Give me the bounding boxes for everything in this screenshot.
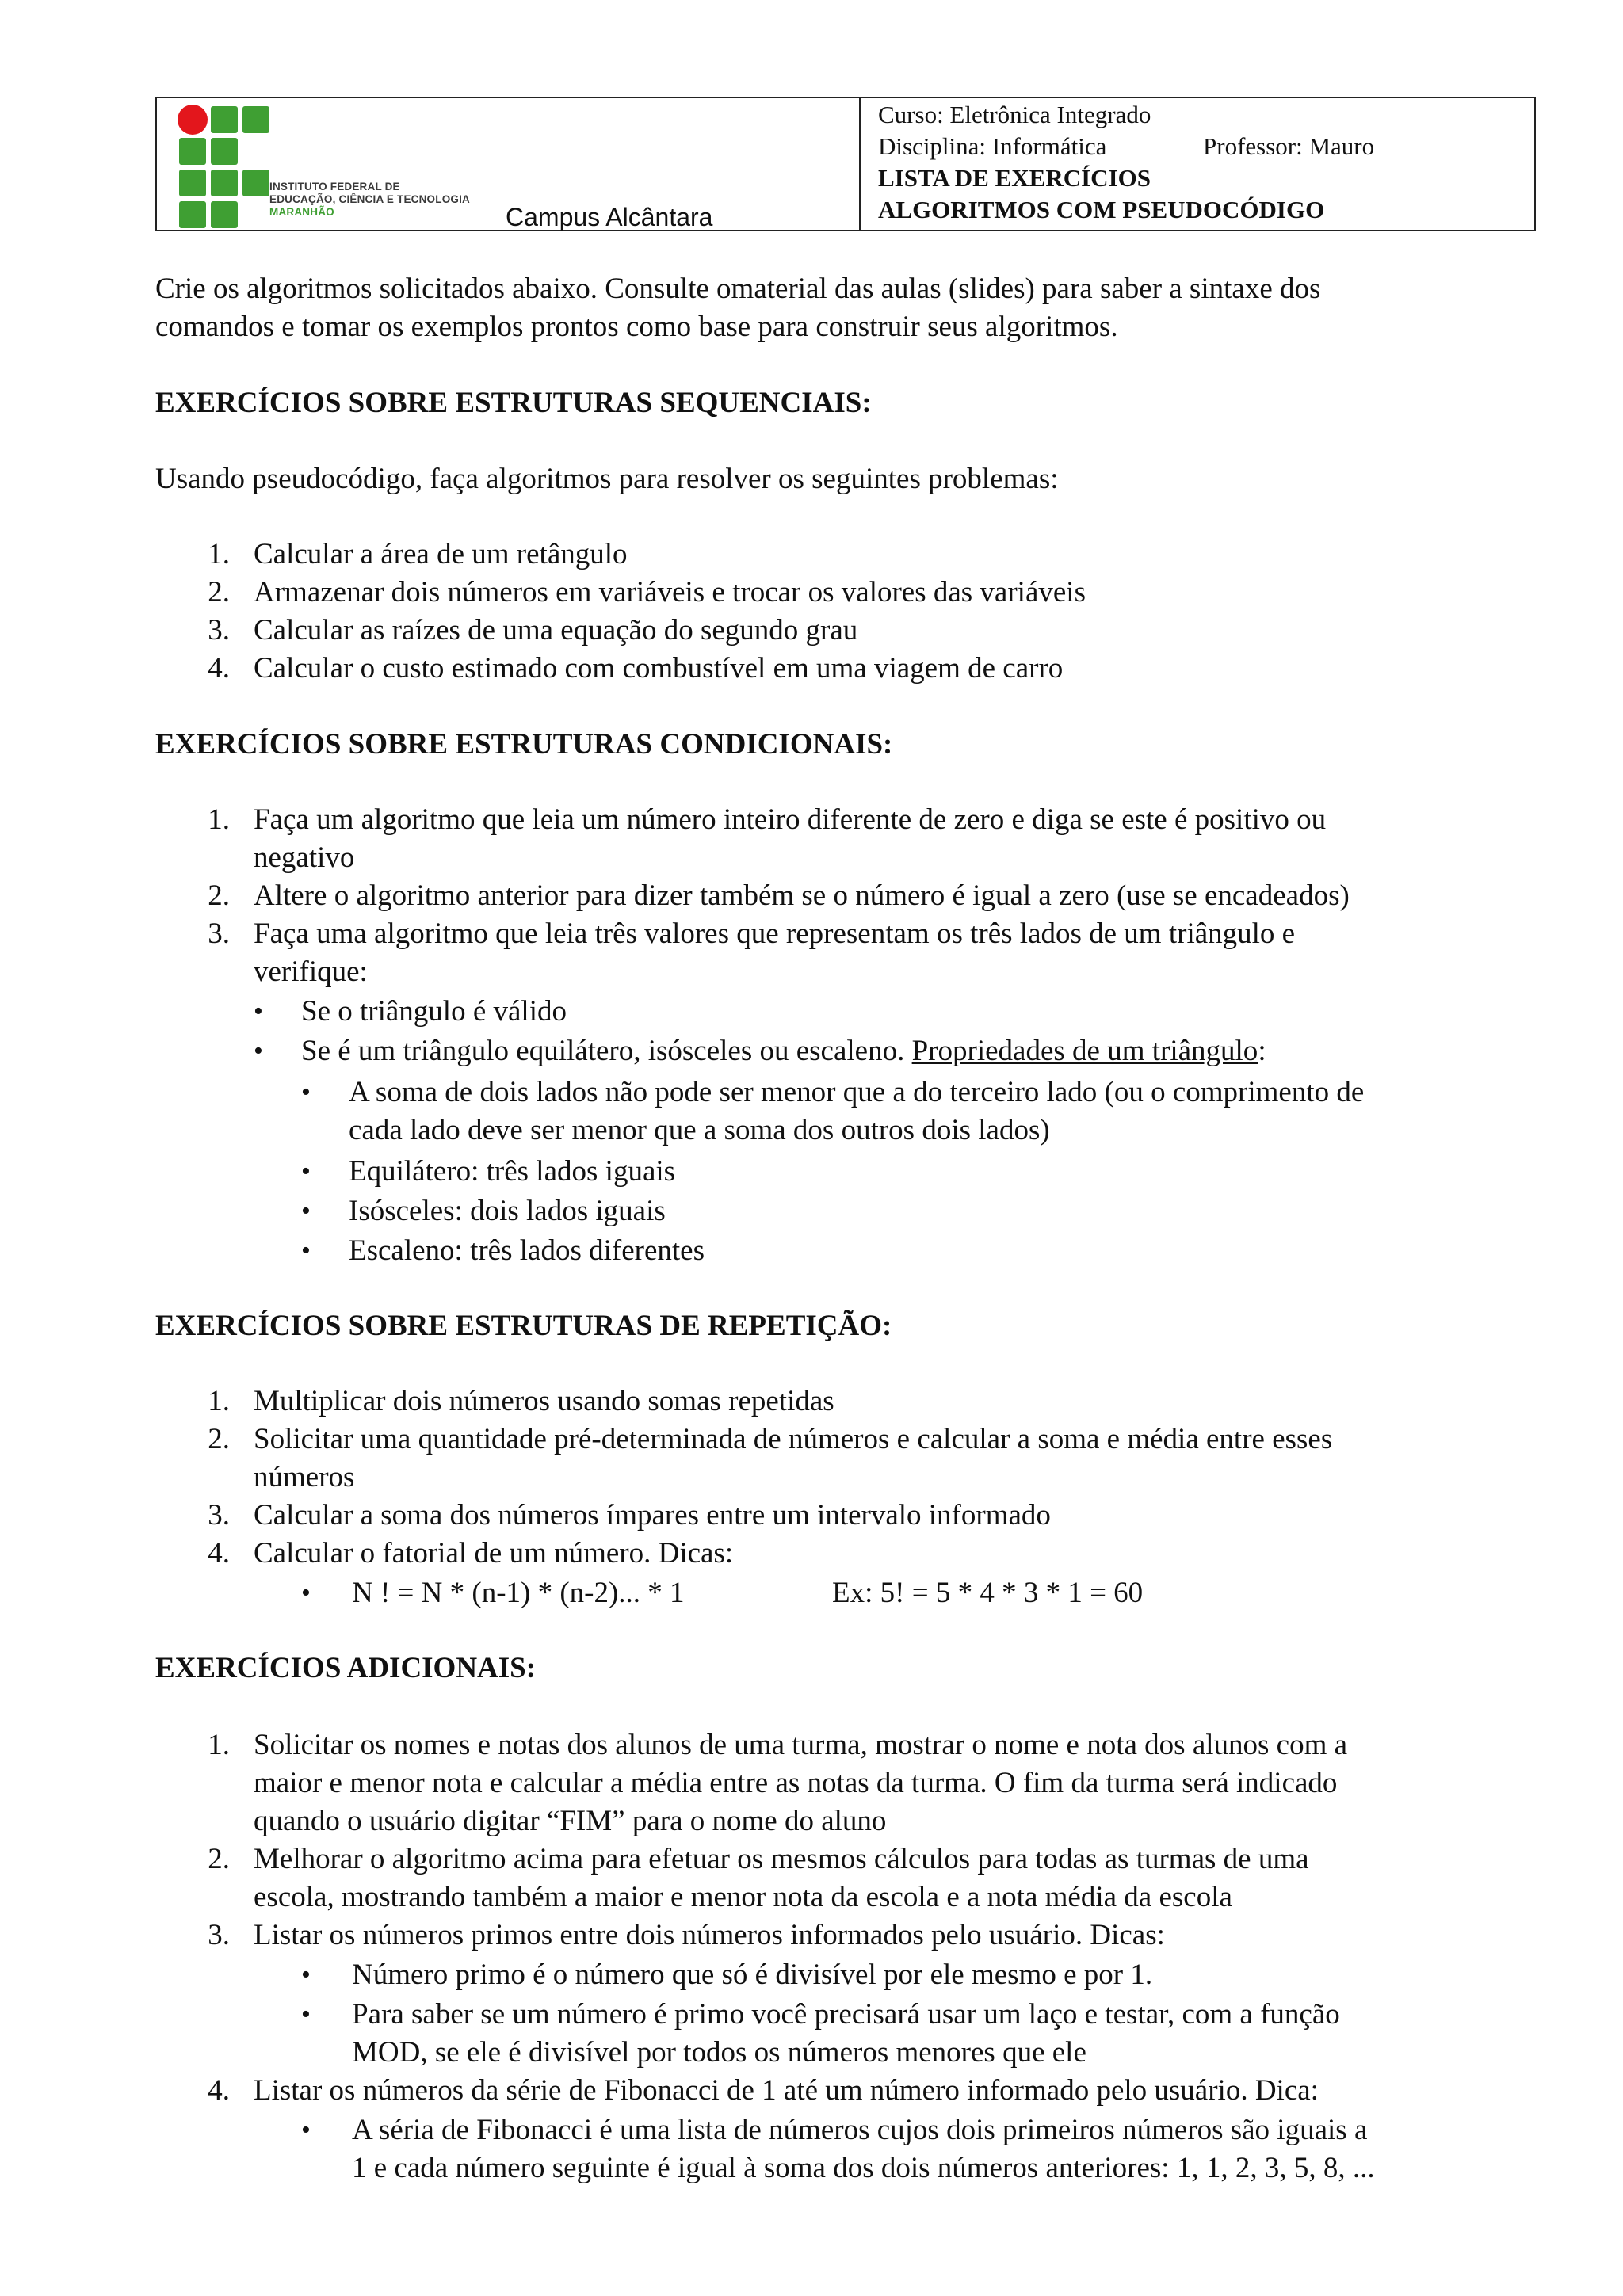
bullet-icon: • [301,1077,311,1107]
list-item: Faça uma algoritmo que leia três valores que representam os três lados de um triângulo e [254,917,1296,950]
section-heading-adicionais: EXERCÍCIOS ADICIONAIS: [155,1652,537,1684]
list-item-cont: escola, mostrando também a maior e menor nota da escola e a nota média da escola [254,1881,1232,1913]
factorial-formula: N ! = N * (n-1) * (n-2)... * 1 [352,1577,685,1609]
logo-square-icon [179,170,206,196]
list-item: Calcular o custo estimado com combustível em uma viagem de carro [254,652,1064,685]
list-number: 2. [208,1843,230,1875]
list-item: Listar os números da série de Fibonacci de 1 até um número informado pelo usuário. Dica: [254,2074,1319,2107]
professor-label: Professor: Mauro [1203,132,1375,160]
logo-red-circle-icon [178,105,208,135]
list-item: Melhorar o algoritmo acima para efetuar os mesmos cálculos para todas as turmas de uma [254,1843,1309,1875]
logo-line-3: MARANHÃO [269,206,334,218]
bullet-item [301,1034,1266,1069]
list-item: Calcular as raízes de uma equação do segundo grau [254,614,858,646]
list-number: 4. [208,1537,230,1569]
list-number: 1. [208,538,230,570]
bullet-icon: • [301,2115,311,2145]
bullet-icon: • [254,1036,263,1066]
sub-bullet-item: Escaleno: três lados diferentes [349,1234,705,1267]
list-item: Calcular o fatorial de um número. Dicas: [254,1537,734,1569]
logo-square-icon [211,138,238,165]
list-number: 3. [208,1919,230,1951]
list-number: 1. [208,1729,230,1761]
seq-lead: Usando pseudocódigo, faça algoritmos para resolver os seguintes problemas: [155,463,1059,495]
list-title: LISTA DE EXERCÍCIOS [878,164,1151,192]
list-number: 4. [208,652,230,685]
header-left-cell [157,98,861,230]
intro-line-1: Crie os algoritmos solicitados abaixo. Consulte omaterial das aulas (slides) para saber a sintaxe dos [155,273,1321,305]
list-number: 2. [208,879,230,912]
list-item-cont: negativo [254,841,355,874]
sub-bullet-item-cont: 1 e cada número seguinte é igual à soma dos dois números anteriores: 1, 1, 2, 3, 5, 8, ... [352,2152,1375,2184]
list-number: 3. [208,1499,230,1531]
logo-square-icon [211,106,238,133]
factorial-example: Ex: 5! = 5 * 4 * 3 * 1 = 60 [832,1577,1144,1609]
logo-line-2: EDUCAÇÃO, CIÊNCIA E TECNOLOGIA [269,193,471,205]
list-number: 1. [208,803,230,836]
bullet-icon: • [254,997,263,1026]
list-item: Solicitar os nomes e notas dos alunos de uma turma, mostrar o nome e nota dos alunos com a [254,1729,1348,1761]
sub-bullet-item: Número primo é o número que só é divisível por ele mesmo e por 1. [352,1958,1153,1991]
ifma-logo [178,105,471,223]
list-number: 3. [208,917,230,950]
discipline-label: Disciplina: Informática [878,132,1107,160]
sub-bullet-item-cont: MOD, se ele é divisível por todos os números menores que ele [352,2036,1086,2069]
list-item-cont: verifique: [254,955,368,988]
list-item: Multiplicar dois números usando somas repetidas [254,1385,834,1417]
list-item-cont: maior e menor nota e calcular a média entre as notas da turma. O fim da turma será indicado [254,1767,1338,1799]
list-item: Calcular a área de um retângulo [254,538,628,570]
list-item: Listar os números primos entre dois números informados pelo usuário. Dicas: [254,1919,1165,1951]
list-item: Faça um algoritmo que leia um número inteiro diferente de zero e diga se este é positivo ou [254,803,1327,836]
list-number: 1. [208,1385,230,1417]
sub-bullet-item: Para saber se um número é primo você precisará usar um laço e testar, com a função [352,1998,1340,2031]
logo-square-icon [179,138,206,165]
bullet-icon: • [301,1196,311,1226]
bullet-icon: • [301,1578,311,1608]
discipline-row [878,132,1375,161]
bullet-text: Se é um triângulo equilátero, isósceles ou escaleno. [301,1035,912,1067]
bullet-item: Se o triângulo é válido [301,995,567,1028]
list-number: 4. [208,2074,230,2107]
list-item-cont: números [254,1461,355,1493]
bullet-icon: • [301,2000,311,2029]
logo-text [269,181,475,219]
logo-square-icon [242,106,269,133]
list-item: Armazenar dois números em variáveis e trocar os valores das variáveis [254,576,1086,608]
topic-title: ALGORITMOS COM PSEUDOCÓDIGO [878,196,1325,223]
header-right-cell [861,98,1534,230]
triangle-properties-link[interactable]: Propriedades de um triângulo [911,1035,1258,1067]
sub-bullet-item-cont: cada lado deve ser menor que a soma dos outros dois lados) [349,1114,1050,1146]
sub-bullet-item: Equilátero: três lados iguais [349,1155,676,1188]
logo-line-1: INSTITUTO FEDERAL DE [269,181,400,193]
bullet-icon: • [301,1960,311,1989]
logo-square-icon [179,201,206,228]
bullet-colon: : [1258,1035,1266,1067]
section-heading-sequenciais: EXERCÍCIOS SOBRE ESTRUTURAS SEQUENCIAIS: [155,387,872,419]
sub-bullet-item: A séria de Fibonacci é uma lista de números cujos dois primeiros números são iguais a [352,2114,1368,2146]
logo-square-icon [211,170,238,196]
list-item: Calcular a soma dos números ímpares entre um intervalo informado [254,1499,1051,1531]
intro-line-2: comandos e tomar os exemplos prontos como base para construir seus algoritmos. [155,311,1118,343]
course-label: Curso: Eletrônica Integrado [878,101,1151,128]
bullet-icon: • [301,1157,311,1186]
section-heading-repeticao: EXERCÍCIOS SOBRE ESTRUTURAS DE REPETIÇÃO: [155,1310,892,1342]
logo-square-icon [242,170,269,196]
list-number: 2. [208,1423,230,1455]
sub-bullet-item: Isósceles: dois lados iguais [349,1195,666,1227]
list-number: 3. [208,614,230,646]
list-item: Solicitar uma quantidade pré-determinada de números e calcular a soma e média entre esses [254,1423,1333,1455]
list-number: 2. [208,576,230,608]
list-item-cont: quando o usuário digitar “FIM” para o nome do aluno [254,1805,887,1837]
logo-square-icon [211,201,238,228]
campus-label: Campus Alcântara [506,203,713,231]
list-item: Altere o algoritmo anterior para dizer também se o número é igual a zero (use se encadeados) [254,879,1350,912]
header-table [155,97,1536,231]
section-heading-condicionais: EXERCÍCIOS SOBRE ESTRUTURAS CONDICIONAIS: [155,728,893,761]
bullet-icon: • [301,1236,311,1265]
sub-bullet-item: A soma de dois lados não pode ser menor que a do terceiro lado (ou o comprimento de [349,1076,1365,1108]
